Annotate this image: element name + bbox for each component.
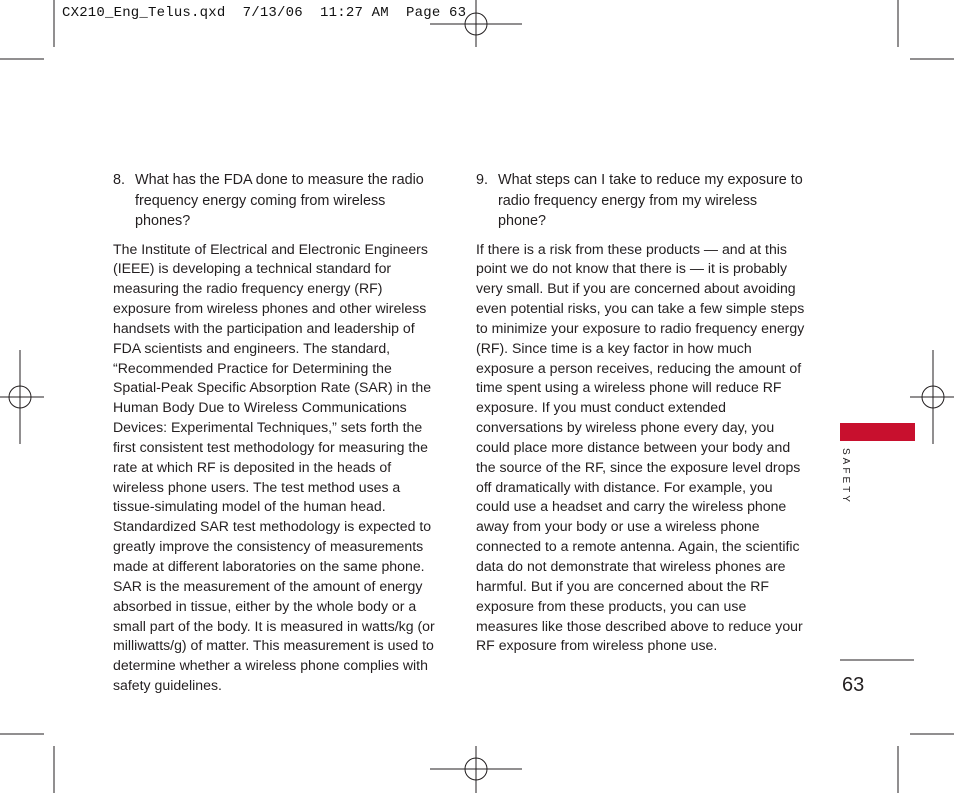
print-slug: CX210_Eng_Telus.qxd 7/13/06 11:27 AM Page 63 [62, 5, 467, 21]
question-heading-9 [476, 170, 806, 232]
question-text: What has the FDA done to measure the radio frequency energy coming from wireless phones? [135, 172, 424, 229]
question-number: 9. [476, 172, 489, 188]
question-number: 8. [113, 172, 126, 188]
right-column [476, 170, 806, 656]
section-label: SAFETY [840, 448, 851, 505]
page-number: 63 [842, 674, 865, 696]
left-column [113, 170, 443, 696]
question-heading-8 [113, 170, 443, 232]
section-tab [840, 423, 915, 441]
answer-paragraph-9: If there is a risk from these products — and at this point we do not know that there is — it is probably very small. But if you are concerned about avoiding even potential risks, you can take a few simple steps to minimize your exposure to radio frequency energy (RF). Since time is a key factor in how much exposure a person receives, reducing the amount of time spent using a wireless phone will reduce RF exposure. If you must conduct extended conversations by wireless phone every day, you could place more distance between your body and the source of the RF, since the exposure level drops off dramatically with distance. For example, you could use a headset and carry the wireless phone away from your body or use a wireless phone connected to a remote antenna. Again, the scientific data do not demonstrate that wireless phones are harmful. But if you are concerned about the RF exposure from these products, you can use measures like those described above to reduce your RF exposure from wireless phone use. [476, 240, 805, 654]
answer-paragraph-8: The Institute of Electrical and Electronic Engineers (IEEE) is developing a technical standard for measuring the radio frequency energy (RF) exposure from wireless phones and other wireless handsets with the participation and leadership of FDA scientists and engineers. The standard, “Recommended Practice for Determining the Spatial-Peak Specific Absorption Rate (SAR) in the Human Body Due to Wireless Communications Devices: Experimental Techniques,” sets forth the first consistent test methodology for measuring the rate at which RF is deposited in the heads of wireless phone users. The test method uses a tissue-simulating model of the human head. Standardized SAR test methodology is expected to greatly improve the consistency of measurements made at different laboratories on the same phone. SAR is the measurement of the amount of energy absorbed in tissue, either by the whole body or a small part of the body. It is measured in watts/kg (or milliwatts/g) of matter. This measurement is used to determine whether a wireless phone complies with safety guidelines. [113, 240, 435, 694]
question-text: What steps can I take to reduce my exposure to radio frequency energy from my wireless phone? [498, 172, 803, 229]
